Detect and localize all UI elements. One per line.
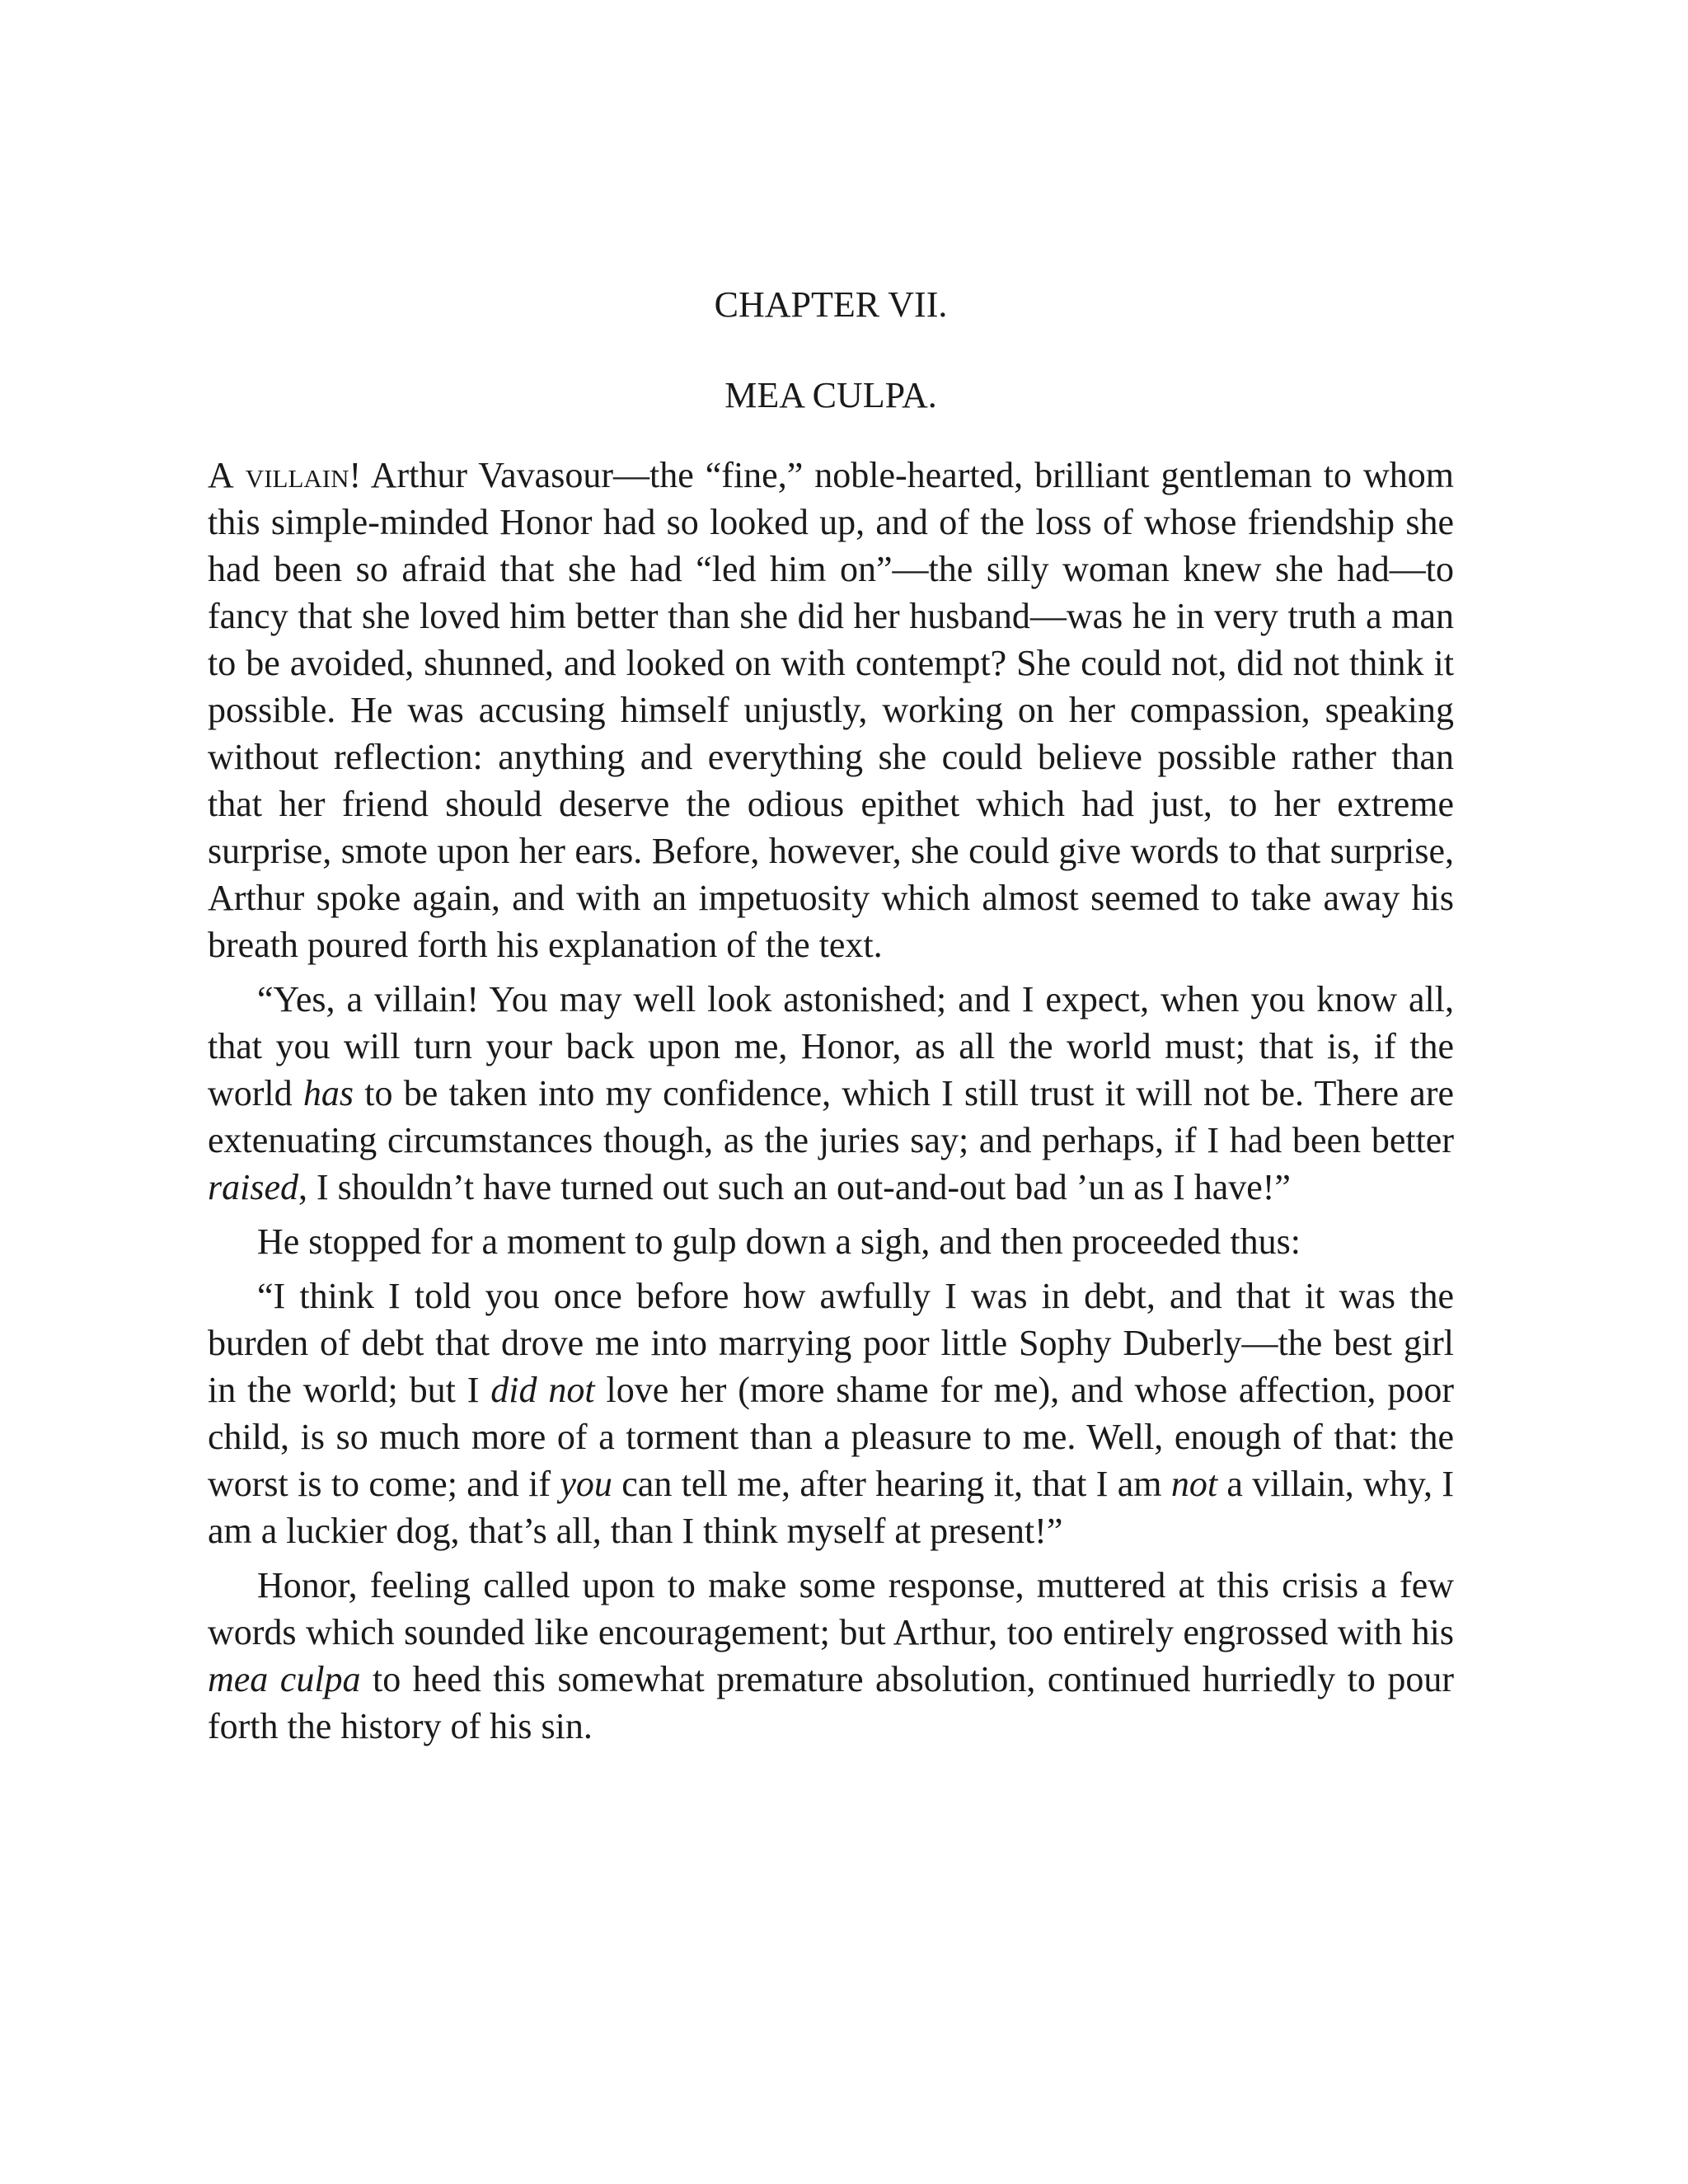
- paragraph-text: to be taken into my confidence, which I still trust it will not be. There are extenuating circumstances though, as the juries say; and perhaps, if I had been better: [208, 1073, 1454, 1160]
- italic-text: has: [302, 1073, 354, 1113]
- paragraph-5: [208, 1562, 1454, 1750]
- paragraph-3: [208, 1218, 1454, 1265]
- paragraph-2: [208, 976, 1454, 1211]
- paragraph-text: , I shouldn’t have turned out such an out-and-out bad ’un as I have!”: [298, 1167, 1291, 1207]
- paragraph-1: [208, 452, 1454, 968]
- paragraph-text: He stopped for a moment to gulp down a sigh, and then proceeded thus:: [257, 1221, 1301, 1262]
- italic-text: you: [560, 1464, 612, 1504]
- paragraph-text: can tell me, after hearing it, that I am: [612, 1464, 1171, 1504]
- chapter-title: MEA CULPA.: [724, 375, 937, 415]
- paragraph-text: “Yes, a villain! You may well look astonished; and I expect, when you know all, that you will turn your back upon me, Honor, as all the world must; that is, if the world: [208, 979, 1454, 1113]
- italic-text: raised: [208, 1167, 298, 1207]
- italic-text: not: [1170, 1464, 1218, 1504]
- paragraph-text: Honor, feeling called upon to make some response, muttered at this crisis a few words which sounded like encouragement; but Arthur, too entirely engrossed with his: [208, 1565, 1454, 1652]
- book-page: [208, 280, 1454, 1757]
- chapter-number: CHAPTER VII.: [714, 284, 948, 325]
- paragraph-text: ! Arthur Vavasour—the “fine,” noble-hearted, brilliant gentleman to whom this simple-minded Honor had so looked up, and of the loss of whose friendship she had been so afraid that she had “led him on”—the silly woman knew she had—to fancy that she loved him better than she did her husband—was he in very truth a man to be avoided, shunned, and looked on with contempt? She could not, did not think it possible. He was accusing himself unjustly, working on her compassion, speaking without reflection: anything and everything she could believe possible rather than that her friend should deserve the odious epithet which had just, to her extreme surprise, smote upon her ears. Before, however, she could give words to that surprise, Arthur spoke again, and with an impetuosity which almost seemed to take away his breath poured forth his explanation of the text.: [208, 455, 1454, 965]
- italic-text: did not: [490, 1370, 595, 1410]
- paragraph-text: “I think I told you once before how awfully I was in debt, and that it was the burden of debt that drove me into marrying poor little Sophy Duberly—the best girl in the world; but I: [208, 1276, 1454, 1410]
- paragraph-text: love her (more shame for me), and whose affection, poor child, is so much more of a torment than a pleasure to me. Well, enough of that: the worst is to come; and if: [208, 1370, 1454, 1504]
- paragraph-smallcaps: villain: [233, 455, 349, 495]
- paragraph-text: to heed this somewhat premature absolution, continued hurriedly to pour forth the history of his sin.: [208, 1659, 1454, 1746]
- paragraph-text: a villain, why, I am a luckier dog, that’s all, than I think myself at present!”: [208, 1464, 1455, 1551]
- paragraph-lead: A: [208, 455, 234, 495]
- italic-text: mea culpa: [208, 1659, 361, 1699]
- paragraph-4: [208, 1272, 1454, 1554]
